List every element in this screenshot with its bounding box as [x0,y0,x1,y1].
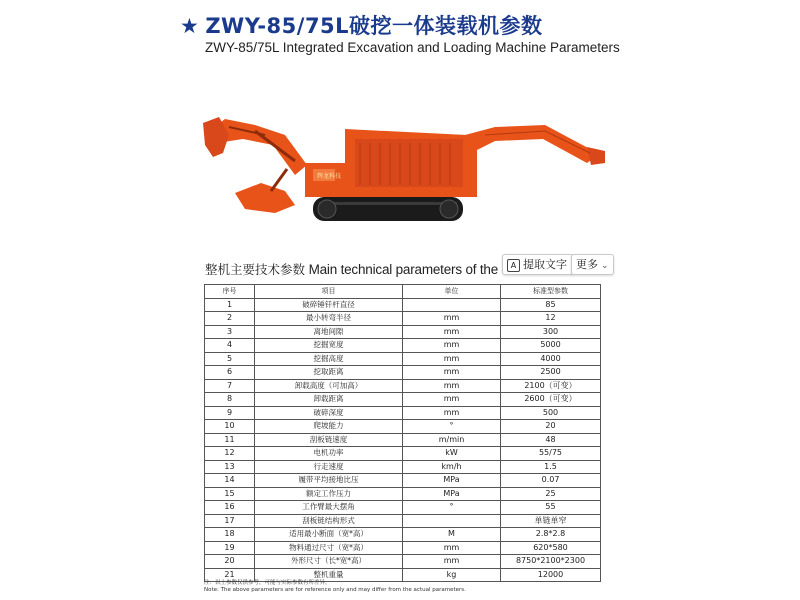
table-row [205,541,601,555]
footnote-en: Note: The above parameters are for reference only and may differ from the actual parameters. [204,587,466,593]
cell-item: 外形尺寸（长*宽*高） [255,555,403,569]
cell-index: 14 [205,474,255,488]
cell-value: 300 [501,325,601,339]
cell-value: 单链单窄 [501,514,601,528]
extract-text-label: 提取文字 [523,258,567,271]
cell-unit: mm [403,406,501,420]
cell-index: 9 [205,406,255,420]
cell-index: 20 [205,555,255,569]
table-row [205,501,601,515]
spec-table [204,284,601,582]
cell-unit: km/h [403,460,501,474]
footnote-cn: 注：以上参数仅供参考，可能与实际参数有所差异。 [204,580,331,586]
cell-index: 11 [205,433,255,447]
cell-index: 13 [205,460,255,474]
cell-unit: MPa [403,487,501,501]
machine-illustration [195,105,615,235]
cell-value: 4000 [501,352,601,366]
table-row [205,433,601,447]
cell-value: 55/75 [501,447,601,461]
cell-unit: mm [403,541,501,555]
cell-item: 破碎深度 [255,406,403,420]
cell-item: 爬坡能力 [255,420,403,434]
cell-unit: mm [403,352,501,366]
cell-item: 适用最小断面（宽*高） [255,528,403,542]
cell-unit [403,514,501,528]
cell-item: 挖掘宽度 [255,339,403,353]
cell-value: 55 [501,501,601,515]
cell-index: 6 [205,366,255,380]
cell-value: 12 [501,312,601,326]
table-row [205,514,601,528]
cell-index: 5 [205,352,255,366]
more-label: 更多 [576,258,598,271]
cell-item: 挖掘高度 [255,352,403,366]
cell-index: 15 [205,487,255,501]
excavator-arm [203,117,307,213]
page-title-cn [180,10,543,40]
footnote [204,580,466,594]
table-row [205,528,601,542]
cell-item: 卸载距离 [255,393,403,407]
cell-item: 额定工作压力 [255,487,403,501]
cell-value: 12000 [501,568,601,582]
cell-index: 12 [205,447,255,461]
table-row [205,406,601,420]
header-unit: 单位 [403,285,501,299]
machine-body [305,129,477,197]
cell-unit: mm [403,393,501,407]
header-index: 序号 [205,285,255,299]
section-title-en: Main technical parameters of the [305,262,499,277]
cell-unit: mm [403,379,501,393]
cell-value: 8750*2100*2300 [501,555,601,569]
table-row [205,325,601,339]
cell-item: 整机重量 [255,568,403,582]
cell-unit: kg [403,568,501,582]
cell-index: 19 [205,541,255,555]
table-row [205,312,601,326]
cell-unit: m/min [403,433,501,447]
cell-item: 挖取距离 [255,366,403,380]
cell-value: 1.5 [501,460,601,474]
cell-value: 0.07 [501,474,601,488]
cell-unit: M [403,528,501,542]
table-row [205,474,601,488]
extract-text-button[interactable] [502,254,574,275]
cell-index: 17 [205,514,255,528]
cell-index: 1 [205,298,255,312]
cell-item: 工作臂最大摆角 [255,501,403,515]
cell-value: 2500 [501,366,601,380]
cell-item: 刮板链速度 [255,433,403,447]
cell-value: 20 [501,420,601,434]
cell-unit: ° [403,501,501,515]
cell-index: 10 [205,420,255,434]
cell-item: 电机功率 [255,447,403,461]
cell-unit: mm [403,555,501,569]
table-header-row [205,285,601,299]
cell-value: 5000 [501,339,601,353]
cell-item: 卸载高度（可加高） [255,379,403,393]
more-button[interactable] [571,254,614,275]
table-row [205,366,601,380]
cell-item: 行走速度 [255,460,403,474]
cell-unit [403,298,501,312]
table-row [205,298,601,312]
table-row [205,379,601,393]
cell-index: 21 [205,568,255,582]
conveyor [465,125,605,165]
cell-index: 2 [205,312,255,326]
cell-value: 2100（可变） [501,379,601,393]
section-title-cn: 整机主要技术参数 [205,262,306,277]
cell-item: 最小转弯半径 [255,312,403,326]
chevron-down-icon: ⌄ [601,261,609,271]
table-row [205,352,601,366]
title-cn-text: ZWY-85/75L破挖一体装载机参数 [205,14,543,38]
cell-item: 刮板链结构形式 [255,514,403,528]
section-title [205,260,498,278]
cell-unit: mm [403,325,501,339]
cell-value: 2600（可变） [501,393,601,407]
cell-item: 物料通过尺寸（宽*高） [255,541,403,555]
cell-unit: mm [403,339,501,353]
cell-index: 3 [205,325,255,339]
table-row [205,487,601,501]
cell-unit: mm [403,366,501,380]
cell-value: 25 [501,487,601,501]
cell-value: 85 [501,298,601,312]
page-title-en: ZWY-85/75L Integrated Excavation and Loading Machine Parameters [205,40,620,55]
table-row [205,555,601,569]
table-row [205,420,601,434]
cell-unit: kW [403,447,501,461]
cell-value: 500 [501,406,601,420]
cell-index: 7 [205,379,255,393]
cell-index: 18 [205,528,255,542]
header-value: 标准型参数 [501,285,601,299]
cell-index: 16 [205,501,255,515]
cell-unit: mm [403,312,501,326]
cell-value: 2.8*2.8 [501,528,601,542]
cell-item: 离地间隙 [255,325,403,339]
cell-index: 4 [205,339,255,353]
cell-unit: MPa [403,474,501,488]
header-item: 项目 [255,285,403,299]
table-row [205,460,601,474]
crawler-track [313,197,463,221]
table-row [205,447,601,461]
text-recognition-icon: A [507,259,520,272]
machine-logo: 辉龙科技 [317,173,342,180]
table-row [205,339,601,353]
cell-value: 48 [501,433,601,447]
cell-index: 8 [205,393,255,407]
cell-item: 履带平均接地比压 [255,474,403,488]
table-row [205,393,601,407]
cell-item: 破碎锤钎杆直径 [255,298,403,312]
cell-value: 620*580 [501,541,601,555]
star-icon: ★ [180,14,200,38]
cell-unit: ° [403,420,501,434]
